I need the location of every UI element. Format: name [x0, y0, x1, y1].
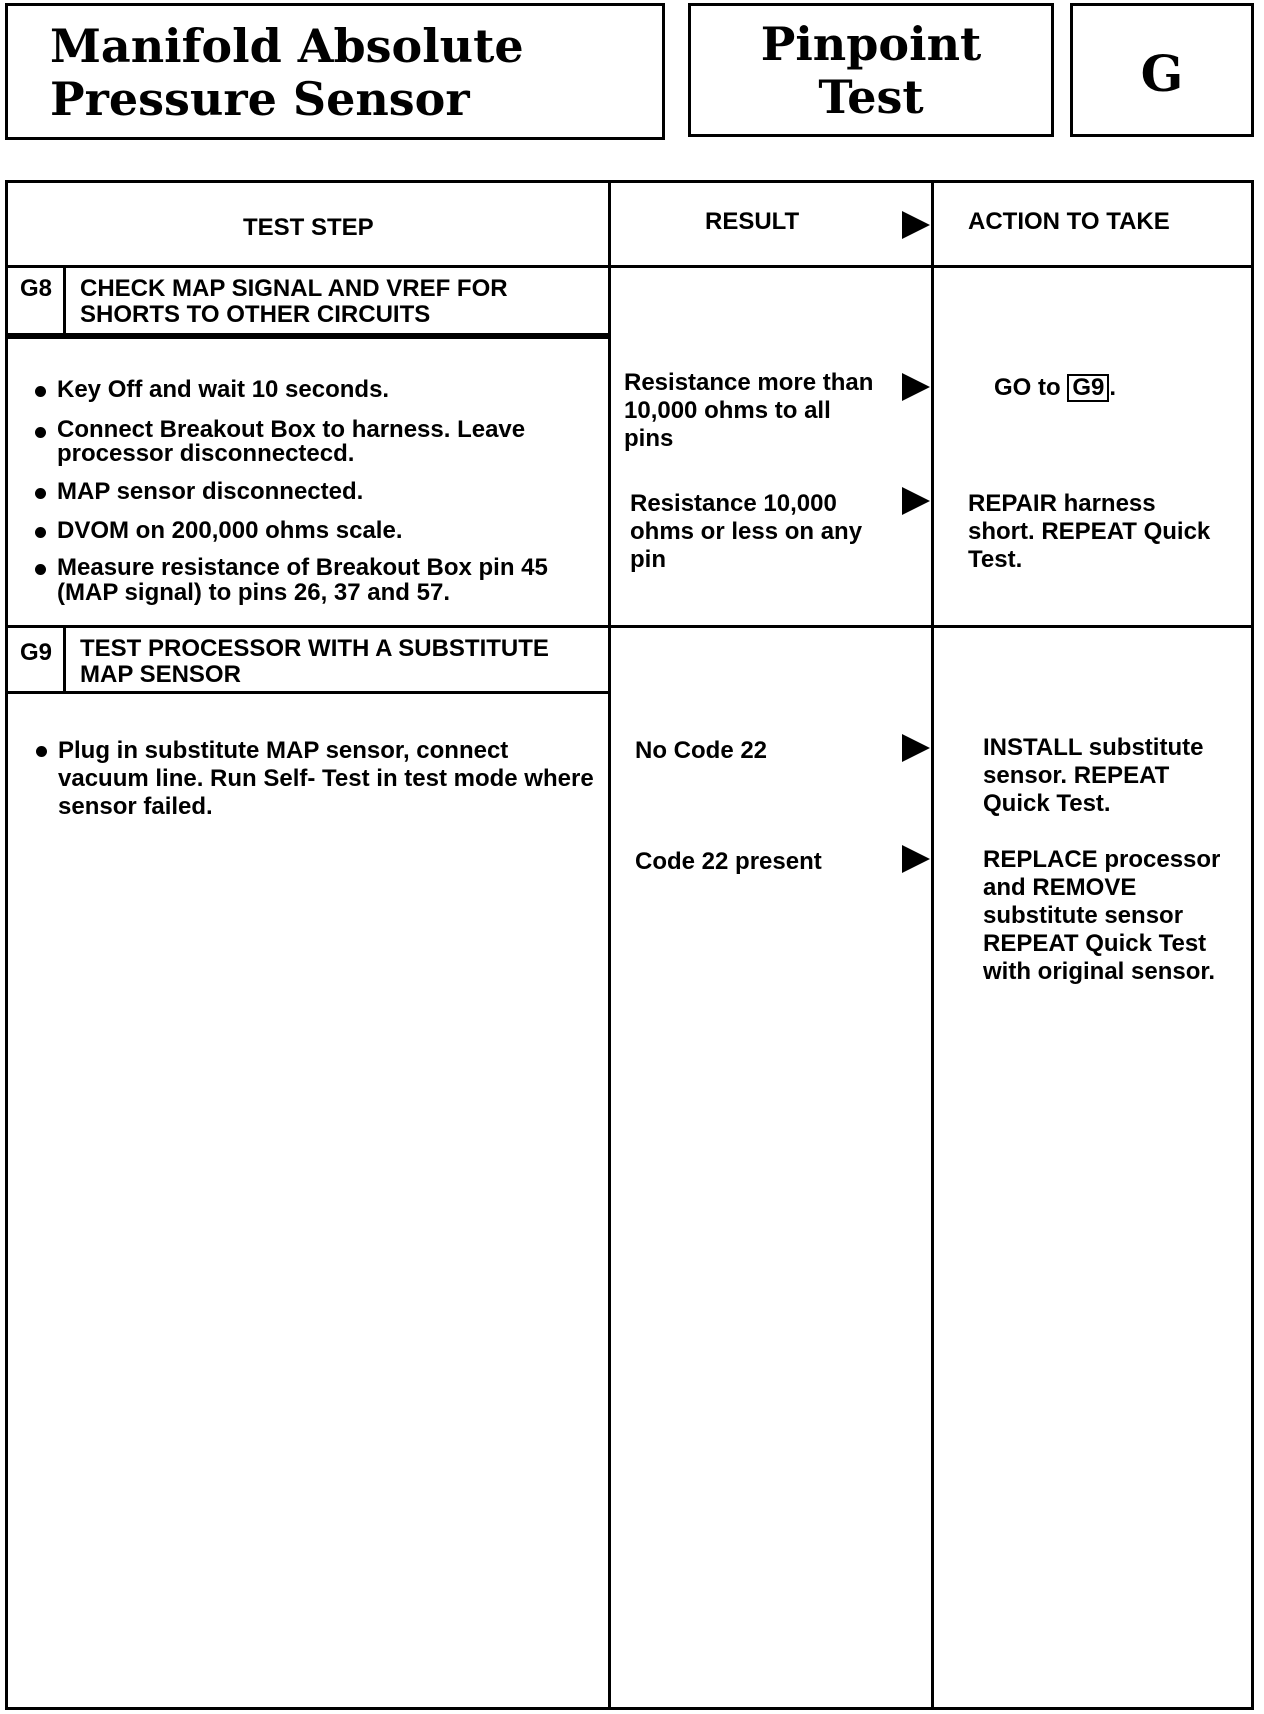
g9-action-2-line3: substitute sensor	[983, 902, 1184, 929]
column-header-result: RESULT	[705, 208, 800, 235]
column-divider-2	[931, 180, 934, 1710]
g9-action-1	[983, 734, 1203, 818]
header-row-divider	[5, 265, 1254, 268]
test-type-line2: Test	[818, 70, 924, 124]
g8-result-1-line1: Resistance more than	[624, 369, 874, 396]
g8-action-1-prefix: GO to	[994, 374, 1061, 401]
g8-action-1-suffix: .	[1109, 374, 1117, 401]
g9-action-1-line2: sensor. REPEAT	[983, 762, 1170, 789]
g8-id-divider	[63, 265, 66, 336]
g9-bullet-list	[34, 737, 594, 821]
test-type-box	[688, 3, 1054, 137]
list-item: Key Off and wait 10 seconds.	[33, 377, 603, 403]
result-arrow-icon	[902, 211, 930, 239]
g8-result-1	[624, 369, 873, 453]
list-item: Plug in substitute MAP sensor, connect vacuum line. Run Self- Test in test mode where sensor failed.	[34, 737, 594, 821]
g8-result-1-line3: pins	[624, 425, 674, 452]
g8-step-title-line1: CHECK MAP SIGNAL AND VREF FOR	[80, 275, 508, 302]
g9-step-title-line2: MAP SENSOR	[80, 661, 241, 688]
g8-result-1-line2: 10,000 ohms to all	[624, 397, 831, 424]
g9-result-1-line1: No Code 22	[635, 737, 768, 764]
g9-action-2-line4: REPEAT Quick Test	[983, 930, 1207, 957]
page-title	[50, 20, 524, 126]
g8-action-2	[968, 490, 1210, 574]
list-item: MAP sensor disconnected.	[33, 479, 603, 505]
g9-result-2	[635, 848, 822, 876]
g8-step-id: G8	[20, 275, 53, 302]
g8-action-2-line3: Test.	[968, 546, 1023, 573]
g9-action-2-line2: and REMOVE	[983, 874, 1137, 901]
test-type	[691, 18, 1051, 124]
g9-step-title-line1: TEST PROCESSOR WITH A SUBSTITUTE	[80, 635, 549, 662]
g8-bullet-list	[33, 377, 603, 605]
step-row-divider	[5, 625, 1254, 628]
page-title-line1: Manifold Absolute	[50, 19, 524, 73]
column-divider-1	[608, 180, 611, 1710]
g9-step-title	[80, 636, 549, 688]
g8-result-2-line2: ohms or less on any	[630, 518, 863, 545]
g9-title-bottom-line	[5, 691, 611, 694]
g8-result-2-line3: pin	[630, 546, 666, 573]
test-letter-box	[1070, 3, 1254, 137]
g9-result-2-line1: Code 22 present	[635, 848, 822, 875]
list-item: DVOM on 200,000 ohms scale.	[33, 518, 603, 544]
g8-body-top-line	[5, 336, 611, 339]
g8-result-2	[630, 490, 862, 574]
g9-action-1-line1: INSTALL substitute	[983, 734, 1204, 761]
g9-action-2-line1: REPLACE processor	[983, 846, 1221, 873]
g9-result-1-arrow-icon	[902, 734, 930, 762]
g9-step-reference: G9	[1067, 374, 1109, 402]
g9-action-2	[983, 846, 1220, 986]
g9-id-divider	[63, 625, 66, 694]
list-item: Connect Breakout Box to harness. Leave processor disconnectecd.	[33, 418, 603, 466]
g8-action-2-line2: short. REPEAT Quick	[968, 518, 1211, 545]
g8-result-2-line1: Resistance 10,000	[630, 490, 837, 517]
g8-result-2-arrow-icon	[902, 487, 930, 515]
list-item: Measure resistance of Breakout Box pin 45 (MAP signal) to pins 26, 37 and 57.	[33, 555, 603, 605]
test-letter: G	[1140, 44, 1184, 103]
g8-result-1-arrow-icon	[902, 373, 930, 401]
title-box	[5, 3, 665, 140]
g8-action-2-line1: REPAIR harness	[968, 490, 1156, 517]
g9-result-1	[635, 737, 767, 765]
page-title-line2: Pressure Sensor	[50, 72, 470, 126]
test-type-line1: Pinpoint	[760, 17, 982, 71]
g8-step-title-line2: SHORTS TO OTHER CIRCUITS	[80, 301, 431, 328]
g9-step-id: G9	[20, 639, 53, 666]
column-header-test-step: TEST STEP	[243, 214, 374, 241]
g9-action-1-line3: Quick Test.	[983, 790, 1111, 817]
g8-step-title	[80, 276, 508, 328]
column-header-action: ACTION TO TAKE	[968, 208, 1170, 235]
g8-action-1	[994, 374, 1116, 402]
g9-action-2-line5: with original sensor.	[983, 958, 1216, 985]
g9-result-2-arrow-icon	[902, 845, 930, 873]
